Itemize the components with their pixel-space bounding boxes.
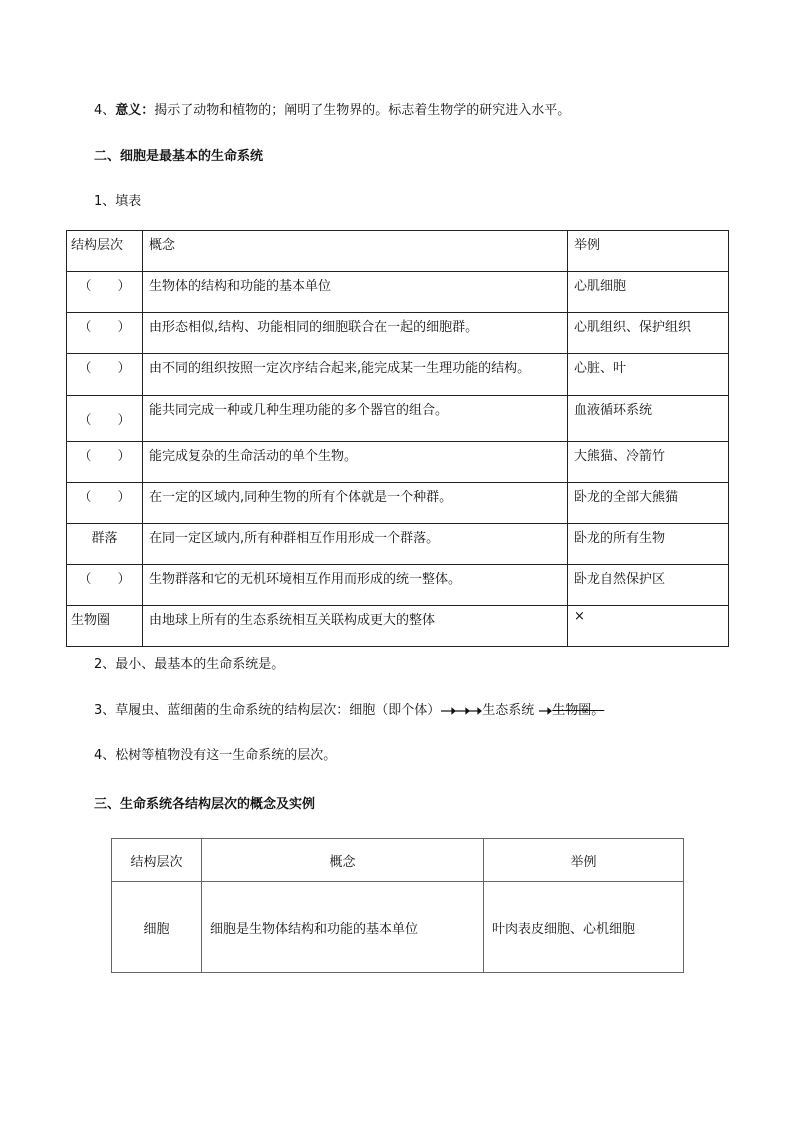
level-cell: 生物圈	[67, 606, 143, 647]
example-cell: 心脏、叶	[568, 354, 729, 396]
level-blank: （ ）	[67, 313, 143, 354]
table-row	[67, 442, 729, 483]
level-blank: （ ）	[67, 396, 143, 442]
table-row	[67, 606, 729, 647]
header-example: 举例	[568, 231, 729, 272]
section-heading-3: 三、生命系统各结构层次的概念及实例	[94, 797, 316, 812]
table-row	[67, 565, 729, 606]
concept-cell: 由地球上所有的生态系统相互关联构成更大的整体	[143, 606, 568, 647]
level-cell: 细胞	[112, 882, 202, 973]
arrow-chain-icon	[440, 706, 482, 716]
level-blank: （ ）	[67, 483, 143, 524]
concept-cell: 由形态相似,结构、功能相同的细胞联合在一起的细胞群。	[143, 313, 568, 354]
table-header-row	[112, 839, 684, 882]
example-cell: 卧龙的全部大熊猫	[568, 483, 729, 524]
concept-cell: 由不同的组织按照一定次序结合起来,能完成某一生理功能的结构。	[143, 354, 568, 396]
level-blank: （ ）	[67, 272, 143, 313]
fill-table-label: 1、填表	[94, 194, 142, 209]
item-number: 4、	[94, 103, 116, 118]
smallest-system-line: 2、最小、最基本的生命系统是。	[94, 657, 285, 672]
concept-cell: 在同一定区域内,所有种群相互作用形成一个群落。	[143, 524, 568, 565]
structure-levels-line	[94, 702, 604, 720]
example-cell: 心肌组织、保护组织	[568, 313, 729, 354]
level-cell: 群落	[67, 524, 143, 565]
levels-ecosystem: 生态系统	[482, 703, 535, 718]
concept-cell: 生物体的结构和功能的基本单位	[143, 272, 568, 313]
concept-example-table	[111, 838, 684, 973]
table-row	[67, 524, 729, 565]
header-concept: 概念	[143, 231, 568, 272]
section-heading-2: 二、细胞是最基本的生命系统	[94, 149, 264, 164]
concept-cell: 生物群落和它的无机环境相互作用而形成的统一整体。	[143, 565, 568, 606]
level-blank: （ ）	[67, 354, 143, 396]
table-row	[67, 483, 729, 524]
header-level: 结构层次	[67, 231, 143, 272]
table-row	[67, 354, 729, 396]
level-blank: （ ）	[67, 442, 143, 483]
table-row	[67, 313, 729, 354]
levels-text-start: 3、草履虫、蓝细菌的生命系统的结构层次：细胞（即个体）	[94, 703, 441, 718]
example-cell: 叶肉表皮细胞、心机细胞	[484, 882, 684, 973]
example-cell: 卧龙的所有生物	[568, 524, 729, 565]
concept-cell: 在一定的区域内,同种生物的所有个体就是一个种群。	[143, 483, 568, 524]
hierarchy-table	[66, 230, 729, 647]
pine-tree-line: 4、松树等植物没有这一生命系统的层次。	[94, 748, 337, 763]
example-cell: 卧龙自然保护区	[568, 565, 729, 606]
example-cell: 大熊猫、冷箭竹	[568, 442, 729, 483]
significance-label: 意义：	[115, 103, 155, 118]
header-example: 举例	[484, 839, 684, 882]
table-header-row	[67, 231, 729, 272]
significance-line	[94, 102, 570, 120]
header-concept: 概念	[202, 839, 484, 882]
concept-cell: 能完成复杂的生命活动的单个生物。	[143, 442, 568, 483]
table-row	[67, 272, 729, 313]
significance-text: 揭示了动物和植物的；阐明了生物界的。标志着生物学的研究进入水平。	[154, 103, 571, 118]
example-cell: ×	[568, 606, 729, 647]
concept-cell: 细胞是生物体结构和功能的基本单位	[202, 882, 484, 973]
table-row	[112, 882, 684, 973]
example-cell: 血液循环系统	[568, 396, 729, 442]
header-level: 结构层次	[112, 839, 202, 882]
level-blank: （ ）	[67, 565, 143, 606]
table-row	[67, 396, 729, 442]
levels-biosphere: 生物圈。	[552, 703, 605, 718]
example-cell: 心肌细胞	[568, 272, 729, 313]
arrow-right-icon	[538, 706, 552, 716]
concept-cell: 能共同完成一种或几种生理功能的多个器官的组合。	[143, 396, 568, 442]
